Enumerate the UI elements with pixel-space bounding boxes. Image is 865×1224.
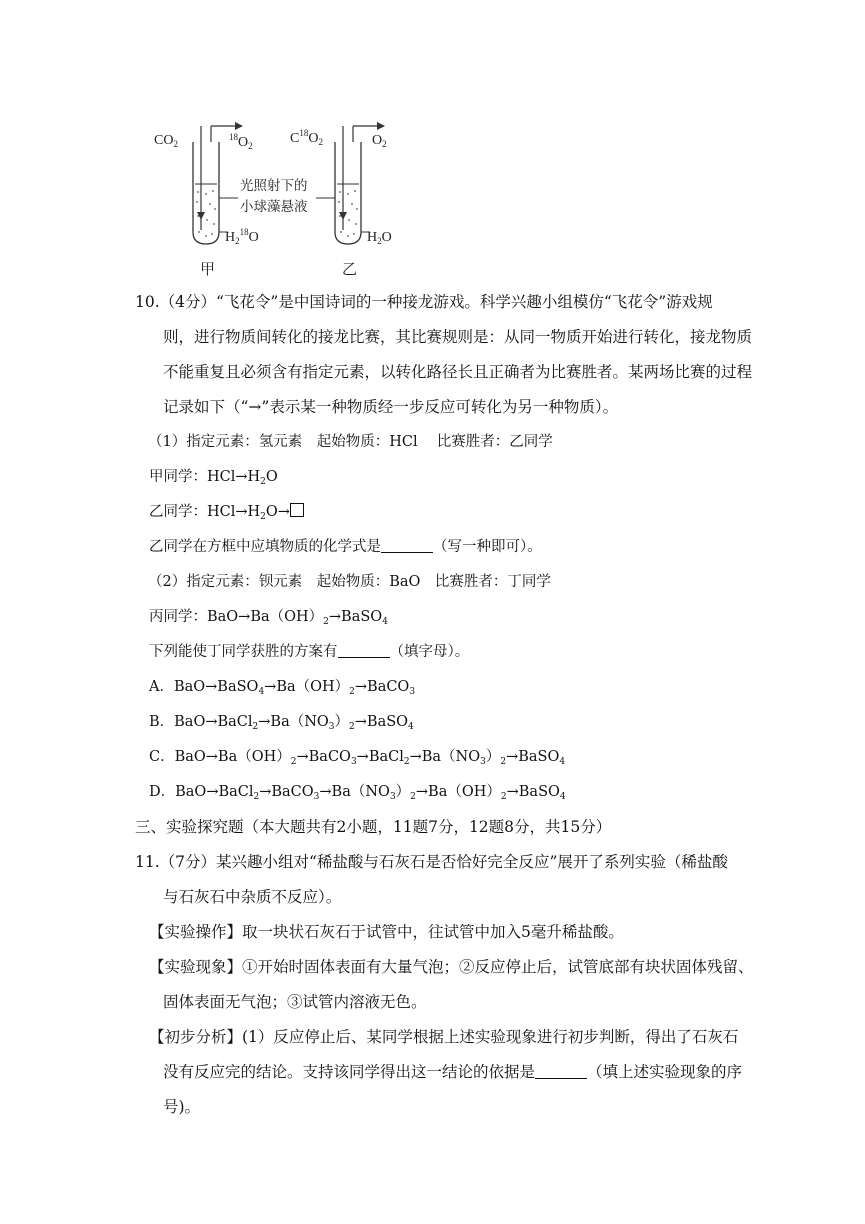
q11-line1: 11.（7分）某兴趣小组对“稀盐酸与石灰石是否恰好完全反应”展开了系列实验（稀盐酸 bbox=[135, 853, 728, 871]
q10-part1: （1）指定元素：氢元素 起始物质：HCl 比赛胜者：乙同学 bbox=[148, 434, 553, 450]
q11-analysis-1: 【初步分析】(1）反应停止后、某同学根据上述实验现象进行初步判断，得出了石灰石 bbox=[149, 1028, 739, 1046]
q10-option-a: A．$BaO\to BaSO_4\to Ba(OH)_2\to BaCO_3$ bbox=[149, 679, 416, 697]
jia-gas-in-label: $CO_2$ bbox=[154, 133, 178, 149]
q10-bing-path: 丙同学：$BaO\to Ba(OH)_2\to BaSO_4$ bbox=[149, 609, 388, 627]
answer-blank bbox=[535, 1064, 587, 1079]
q10-option-c: C．$BaO\to Ba(OH)_2\to BaCO_3\to BaCl_2\to Ba(NO_3)_2\to BaSO_4$ bbox=[149, 749, 566, 767]
q10-line2: 则，进行物质间转化的接龙比赛，其比赛规则是：从同一物质开始进行转化，接龙物质 bbox=[163, 328, 753, 346]
q10-part2: （2）指定元素：钡元素 起始物质：BaO 比赛胜者：丁同学 bbox=[148, 574, 551, 590]
q11-phenomenon-2: 固体表面无气泡；③试管内溶液无色。 bbox=[163, 993, 427, 1011]
q11-analysis-2: 没有反应完的结论。支持该同学得出这一结论的依据是 （填上述实验现象的序 bbox=[163, 1063, 743, 1081]
q10-line3: 不能重复且必须含有指定元素，以转化路径长且正确者为比赛胜者。某两场比赛的过程 bbox=[163, 363, 753, 381]
section3-heading: 三、实验探究题（本大题共有2小题，11题7分，12题8分，共15分） bbox=[135, 818, 612, 836]
q10-yi-path: 乙同学：$HCl\to H_2O\to$ bbox=[149, 502, 304, 527]
q10-option-b: B．$BaO\to BaCl_2\to Ba(NO_3)_2\to BaSO_4$ bbox=[149, 714, 414, 732]
photosynthesis-experiment-diagram bbox=[140, 112, 420, 287]
q10-jia-path: 甲同学：$HCl\to H_2O$ bbox=[149, 469, 278, 487]
answer-blank bbox=[338, 643, 390, 658]
suspension-label-line1: 光照射下的 bbox=[240, 178, 308, 193]
q11-phenomenon-1: 【实验现象】①开始时固体表面有大量气泡；②反应停止后，试管底部有块状固体残留、 bbox=[149, 958, 754, 976]
answer-blank bbox=[381, 538, 433, 553]
answer-box bbox=[290, 503, 304, 517]
q10-yi-fill: 乙同学在方框中应填物质的化学式是 （写一种即可）。 bbox=[149, 539, 542, 555]
jia-water-label: $H_2^{18}O$ bbox=[225, 227, 259, 246]
q11-line2: 与石灰石中杂质不反应）。 bbox=[163, 888, 342, 906]
q11-analysis-3: 号)。 bbox=[163, 1098, 201, 1116]
q10-line1: 10.（4分）“飞花令”是中国诗词的一种接龙游戏。科学兴趣小组模仿“飞花令”游戏规 bbox=[135, 293, 713, 311]
jia-caption: 甲 bbox=[200, 262, 216, 278]
q10-line4: 记录如下（“→”表示某一种物质经一步反应可转化为另一种物质）。 bbox=[163, 398, 619, 416]
yi-water-label: $H_2O$ bbox=[367, 230, 392, 246]
q11-operation: 【实验操作】取一块状石灰石于试管中，往试管中加入5毫升稀盐酸。 bbox=[149, 923, 624, 941]
yi-gas-out-label: $O_2$ bbox=[372, 133, 387, 149]
yi-caption: 乙 bbox=[342, 262, 358, 278]
q10-choose: 下列能使丁同学获胜的方案有 （填字母）。 bbox=[149, 644, 470, 660]
q10-option-d: D．$BaO\to BaCl_2\to BaCO_3\to Ba(NO_3)_2\to Ba(OH)_2\to BaSO_4$ bbox=[149, 784, 566, 802]
suspension-label-line2: 小球藻悬液 bbox=[240, 199, 308, 214]
yi-gas-in-label: $C^{18}O_2$ bbox=[290, 128, 323, 147]
jia-gas-out-label: $^{18}O_2$ bbox=[229, 132, 253, 151]
test-tubes-diagram bbox=[140, 112, 420, 287]
